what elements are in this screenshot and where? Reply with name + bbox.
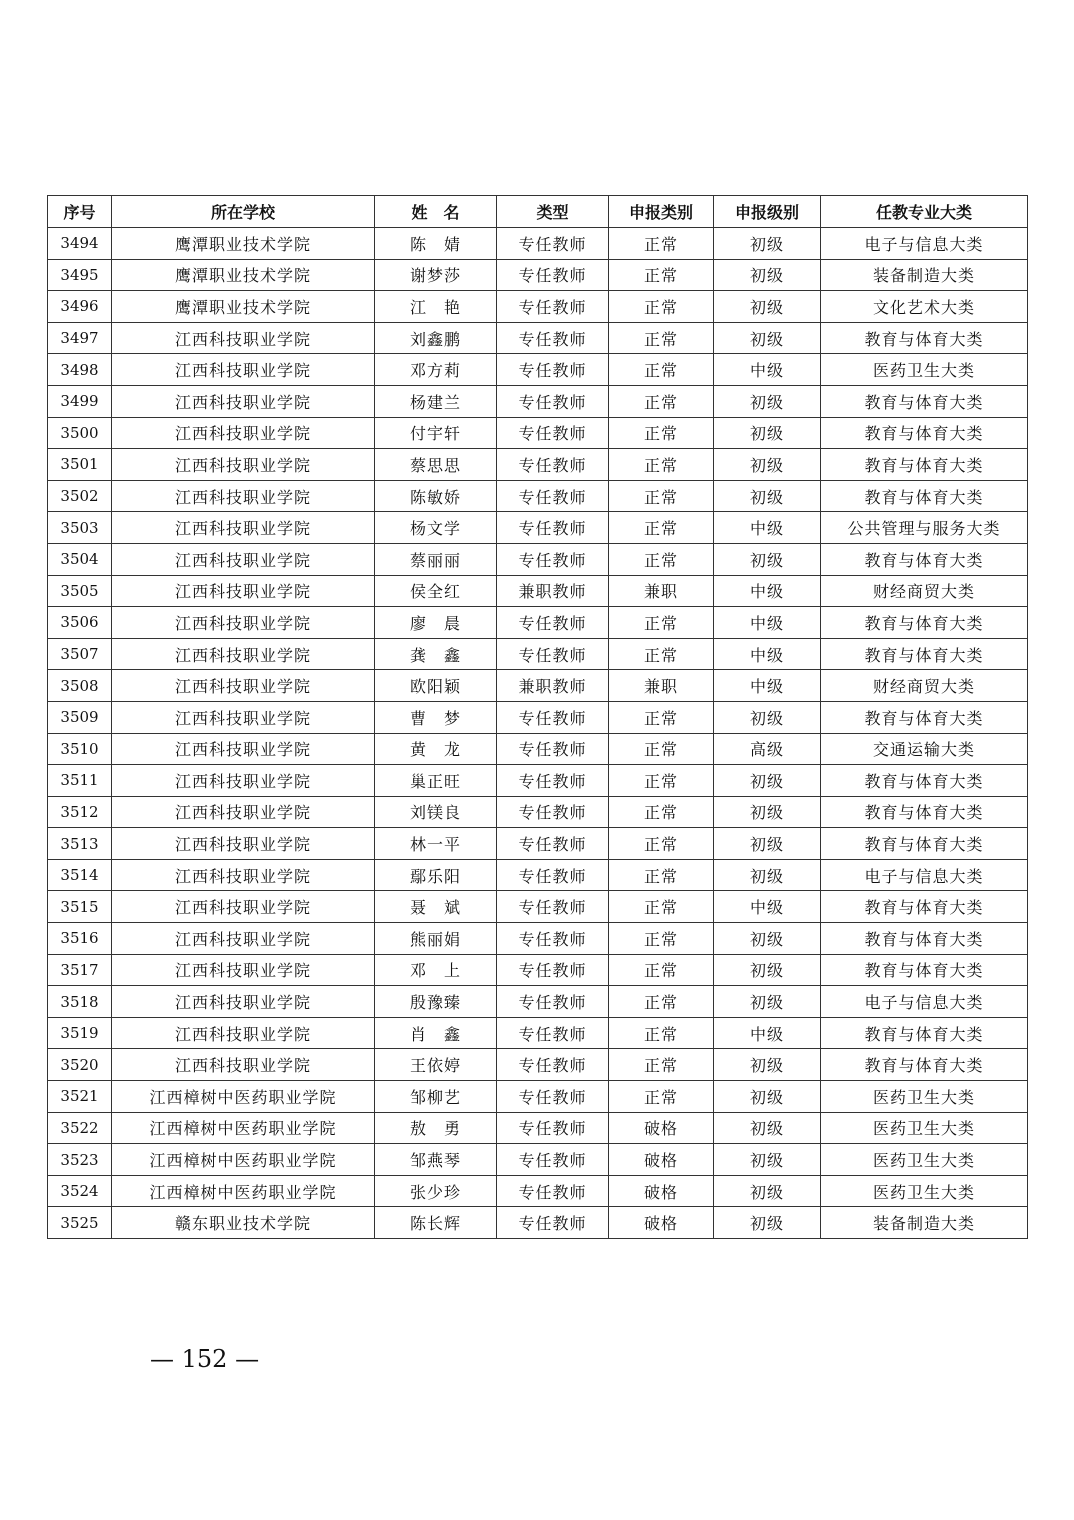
serial-cell: 3506 [48,607,112,639]
major-cell: 教育与体育大类 [821,1049,1028,1081]
category-cell: 破格 [609,1112,714,1144]
school-cell: 江西樟树中医药职业学院 [112,1144,375,1176]
major-cell: 医药卫生大类 [821,1144,1028,1176]
major-cell: 医药卫生大类 [821,354,1028,386]
category-cell: 正常 [609,765,714,797]
table-row [48,512,1028,544]
major-cell: 教育与体育大类 [821,954,1028,986]
table-row [48,1017,1028,1049]
header-name: 姓 名 [375,196,497,228]
type-cell: 专任教师 [497,796,609,828]
category-cell: 正常 [609,385,714,417]
serial-cell: 3523 [48,1144,112,1176]
name-cell: 陈长辉 [375,1207,497,1239]
level-cell: 初级 [714,543,821,575]
serial-cell: 3525 [48,1207,112,1239]
table-row [48,543,1028,575]
type-cell: 专任教师 [497,891,609,923]
type-cell: 专任教师 [497,259,609,291]
table-row [48,480,1028,512]
category-cell: 正常 [609,986,714,1018]
major-cell: 教育与体育大类 [821,891,1028,923]
type-cell: 专任教师 [497,354,609,386]
type-cell: 专任教师 [497,417,609,449]
table-header-row [48,196,1028,228]
serial-cell: 3495 [48,259,112,291]
school-cell: 江西科技职业学院 [112,828,375,860]
name-cell: 邹柳艺 [375,1081,497,1113]
level-cell: 初级 [714,228,821,260]
level-cell: 中级 [714,354,821,386]
table-row [48,417,1028,449]
category-cell: 破格 [609,1207,714,1239]
type-cell: 专任教师 [497,543,609,575]
table-row [48,1049,1028,1081]
school-cell: 江西科技职业学院 [112,607,375,639]
table-row [48,954,1028,986]
serial-cell: 3503 [48,512,112,544]
major-cell: 医药卫生大类 [821,1112,1028,1144]
major-cell: 教育与体育大类 [821,923,1028,955]
major-cell: 财经商贸大类 [821,575,1028,607]
type-cell: 专任教师 [497,1112,609,1144]
level-cell: 初级 [714,796,821,828]
serial-cell: 3505 [48,575,112,607]
level-cell: 初级 [714,986,821,1018]
level-cell: 中级 [714,670,821,702]
type-cell: 专任教师 [497,1207,609,1239]
serial-cell: 3494 [48,228,112,260]
school-cell: 江西科技职业学院 [112,796,375,828]
major-cell: 教育与体育大类 [821,638,1028,670]
school-cell: 赣东职业技术学院 [112,1207,375,1239]
header-major-category: 任教专业大类 [821,196,1028,228]
level-cell: 初级 [714,954,821,986]
table-row [48,733,1028,765]
major-cell: 财经商贸大类 [821,670,1028,702]
level-cell: 初级 [714,701,821,733]
table-row [48,670,1028,702]
school-cell: 江西科技职业学院 [112,480,375,512]
table-row [48,1144,1028,1176]
major-cell: 交通运输大类 [821,733,1028,765]
major-cell: 教育与体育大类 [821,543,1028,575]
school-cell: 江西科技职业学院 [112,701,375,733]
major-cell: 电子与信息大类 [821,859,1028,891]
serial-cell: 3513 [48,828,112,860]
table-row [48,291,1028,323]
school-cell: 江西科技职业学院 [112,923,375,955]
category-cell: 正常 [609,1081,714,1113]
school-cell: 鹰潭职业技术学院 [112,291,375,323]
type-cell: 专任教师 [497,733,609,765]
header-serial: 序号 [48,196,112,228]
category-cell: 正常 [609,891,714,923]
category-cell: 正常 [609,923,714,955]
level-cell: 初级 [714,859,821,891]
school-cell: 江西科技职业学院 [112,543,375,575]
level-cell: 初级 [714,765,821,797]
type-cell: 专任教师 [497,1175,609,1207]
name-cell: 熊丽娟 [375,923,497,955]
type-cell: 兼职教师 [497,670,609,702]
category-cell: 正常 [609,480,714,512]
level-cell: 初级 [714,1049,821,1081]
category-cell: 正常 [609,1017,714,1049]
header-application-category: 申报类别 [609,196,714,228]
level-cell: 初级 [714,291,821,323]
table-row [48,638,1028,670]
category-cell: 正常 [609,543,714,575]
school-cell: 江西科技职业学院 [112,385,375,417]
header-application-level: 申报级别 [714,196,821,228]
table-row [48,923,1028,955]
type-cell: 专任教师 [497,765,609,797]
table-row [48,1112,1028,1144]
serial-cell: 3521 [48,1081,112,1113]
category-cell: 正常 [609,322,714,354]
name-cell: 刘鑫鹏 [375,322,497,354]
name-cell: 刘镁良 [375,796,497,828]
table-row [48,986,1028,1018]
serial-cell: 3520 [48,1049,112,1081]
name-cell: 蔡丽丽 [375,543,497,575]
school-cell: 鹰潭职业技术学院 [112,259,375,291]
level-cell: 中级 [714,512,821,544]
serial-cell: 3517 [48,954,112,986]
name-cell: 陈 婧 [375,228,497,260]
school-cell: 江西科技职业学院 [112,1017,375,1049]
table-row [48,449,1028,481]
serial-cell: 3512 [48,796,112,828]
category-cell: 正常 [609,733,714,765]
serial-cell: 3501 [48,449,112,481]
category-cell: 正常 [609,1049,714,1081]
table-row [48,385,1028,417]
name-cell: 江 艳 [375,291,497,323]
category-cell: 正常 [609,796,714,828]
table-row [48,796,1028,828]
name-cell: 肖 鑫 [375,1017,497,1049]
table-row [48,765,1028,797]
table-row [48,1081,1028,1113]
type-cell: 专任教师 [497,859,609,891]
table-row [48,259,1028,291]
type-cell: 专任教师 [497,828,609,860]
school-cell: 江西科技职业学院 [112,670,375,702]
level-cell: 初级 [714,480,821,512]
level-cell: 中级 [714,891,821,923]
name-cell: 欧阳颖 [375,670,497,702]
level-cell: 初级 [714,828,821,860]
category-cell: 正常 [609,259,714,291]
school-cell: 江西科技职业学院 [112,954,375,986]
type-cell: 专任教师 [497,607,609,639]
level-cell: 初级 [714,385,821,417]
serial-cell: 3519 [48,1017,112,1049]
level-cell: 初级 [714,1144,821,1176]
type-cell: 专任教师 [497,1049,609,1081]
type-cell: 专任教师 [497,1017,609,1049]
level-cell: 初级 [714,1112,821,1144]
serial-cell: 3499 [48,385,112,417]
serial-cell: 3508 [48,670,112,702]
name-cell: 龚 鑫 [375,638,497,670]
level-cell: 中级 [714,575,821,607]
school-cell: 江西科技职业学院 [112,575,375,607]
level-cell: 初级 [714,417,821,449]
type-cell: 专任教师 [497,986,609,1018]
major-cell: 医药卫生大类 [821,1175,1028,1207]
type-cell: 专任教师 [497,449,609,481]
type-cell: 专任教师 [497,385,609,417]
table-row [48,575,1028,607]
name-cell: 巢正旺 [375,765,497,797]
major-cell: 教育与体育大类 [821,385,1028,417]
name-cell: 聂 斌 [375,891,497,923]
name-cell: 侯全红 [375,575,497,607]
table-row [48,228,1028,260]
name-cell: 林一平 [375,828,497,860]
school-cell: 江西科技职业学院 [112,859,375,891]
name-cell: 敖 勇 [375,1112,497,1144]
table-row [48,891,1028,923]
school-cell: 江西樟树中医药职业学院 [112,1112,375,1144]
name-cell: 鄢乐阳 [375,859,497,891]
table-row [48,828,1028,860]
major-cell: 医药卫生大类 [821,1081,1028,1113]
table-row [48,1207,1028,1239]
level-cell: 中级 [714,1017,821,1049]
category-cell: 正常 [609,291,714,323]
school-cell: 江西科技职业学院 [112,891,375,923]
category-cell: 正常 [609,638,714,670]
school-cell: 江西科技职业学院 [112,417,375,449]
school-cell: 鹰潭职业技术学院 [112,228,375,260]
major-cell: 教育与体育大类 [821,480,1028,512]
major-cell: 教育与体育大类 [821,322,1028,354]
type-cell: 专任教师 [497,923,609,955]
serial-cell: 3522 [48,1112,112,1144]
name-cell: 杨文学 [375,512,497,544]
major-cell: 教育与体育大类 [821,449,1028,481]
major-cell: 教育与体育大类 [821,1017,1028,1049]
category-cell: 正常 [609,449,714,481]
category-cell: 正常 [609,512,714,544]
school-cell: 江西樟树中医药职业学院 [112,1081,375,1113]
school-cell: 江西科技职业学院 [112,986,375,1018]
category-cell: 兼职 [609,575,714,607]
school-cell: 江西科技职业学院 [112,512,375,544]
name-cell: 邹燕琴 [375,1144,497,1176]
serial-cell: 3509 [48,701,112,733]
level-cell: 初级 [714,1081,821,1113]
major-cell: 教育与体育大类 [821,765,1028,797]
school-cell: 江西科技职业学院 [112,354,375,386]
type-cell: 专任教师 [497,322,609,354]
major-cell: 装备制造大类 [821,1207,1028,1239]
type-cell: 专任教师 [497,954,609,986]
serial-cell: 3504 [48,543,112,575]
serial-cell: 3500 [48,417,112,449]
category-cell: 正常 [609,859,714,891]
school-cell: 江西科技职业学院 [112,733,375,765]
category-cell: 正常 [609,701,714,733]
type-cell: 专任教师 [497,701,609,733]
serial-cell: 3515 [48,891,112,923]
type-cell: 专任教师 [497,1081,609,1113]
category-cell: 破格 [609,1144,714,1176]
page-number: — 152 — [150,1345,260,1373]
major-cell: 装备制造大类 [821,259,1028,291]
major-cell: 教育与体育大类 [821,828,1028,860]
name-cell: 黄 龙 [375,733,497,765]
type-cell: 专任教师 [497,1144,609,1176]
level-cell: 初级 [714,923,821,955]
level-cell: 初级 [714,1207,821,1239]
type-cell: 专任教师 [497,291,609,323]
school-cell: 江西樟树中医药职业学院 [112,1175,375,1207]
category-cell: 正常 [609,828,714,860]
type-cell: 专任教师 [497,228,609,260]
category-cell: 正常 [609,417,714,449]
category-cell: 正常 [609,607,714,639]
serial-cell: 3510 [48,733,112,765]
header-school: 所在学校 [112,196,375,228]
table-row [48,1175,1028,1207]
name-cell: 张少珍 [375,1175,497,1207]
type-cell: 专任教师 [497,512,609,544]
major-cell: 教育与体育大类 [821,701,1028,733]
level-cell: 高级 [714,733,821,765]
serial-cell: 3518 [48,986,112,1018]
name-cell: 廖 晨 [375,607,497,639]
table-row [48,859,1028,891]
name-cell: 邓 上 [375,954,497,986]
serial-cell: 3496 [48,291,112,323]
name-cell: 曹 梦 [375,701,497,733]
name-cell: 付宇轩 [375,417,497,449]
major-cell: 公共管理与服务大类 [821,512,1028,544]
category-cell: 兼职 [609,670,714,702]
name-cell: 陈敏娇 [375,480,497,512]
school-cell: 江西科技职业学院 [112,638,375,670]
teacher-list-table [47,195,1028,1239]
major-cell: 电子与信息大类 [821,986,1028,1018]
major-cell: 教育与体育大类 [821,796,1028,828]
school-cell: 江西科技职业学院 [112,765,375,797]
type-cell: 专任教师 [497,638,609,670]
level-cell: 中级 [714,607,821,639]
type-cell: 兼职教师 [497,575,609,607]
serial-cell: 3502 [48,480,112,512]
level-cell: 初级 [714,1175,821,1207]
school-cell: 江西科技职业学院 [112,322,375,354]
type-cell: 专任教师 [497,480,609,512]
major-cell: 教育与体育大类 [821,417,1028,449]
serial-cell: 3514 [48,859,112,891]
level-cell: 初级 [714,322,821,354]
level-cell: 初级 [714,259,821,291]
category-cell: 正常 [609,228,714,260]
serial-cell: 3507 [48,638,112,670]
table-row [48,607,1028,639]
level-cell: 中级 [714,638,821,670]
serial-cell: 3498 [48,354,112,386]
serial-cell: 3524 [48,1175,112,1207]
school-cell: 江西科技职业学院 [112,1049,375,1081]
level-cell: 初级 [714,449,821,481]
category-cell: 正常 [609,354,714,386]
major-cell: 电子与信息大类 [821,228,1028,260]
serial-cell: 3497 [48,322,112,354]
name-cell: 王依婷 [375,1049,497,1081]
table-row [48,354,1028,386]
table-row [48,322,1028,354]
category-cell: 正常 [609,954,714,986]
header-type: 类型 [497,196,609,228]
name-cell: 杨建兰 [375,385,497,417]
name-cell: 谢梦莎 [375,259,497,291]
serial-cell: 3511 [48,765,112,797]
name-cell: 殷豫臻 [375,986,497,1018]
major-cell: 文化艺术大类 [821,291,1028,323]
serial-cell: 3516 [48,923,112,955]
major-cell: 教育与体育大类 [821,607,1028,639]
school-cell: 江西科技职业学院 [112,449,375,481]
name-cell: 邓方莉 [375,354,497,386]
name-cell: 蔡思思 [375,449,497,481]
table-row [48,701,1028,733]
category-cell: 破格 [609,1175,714,1207]
